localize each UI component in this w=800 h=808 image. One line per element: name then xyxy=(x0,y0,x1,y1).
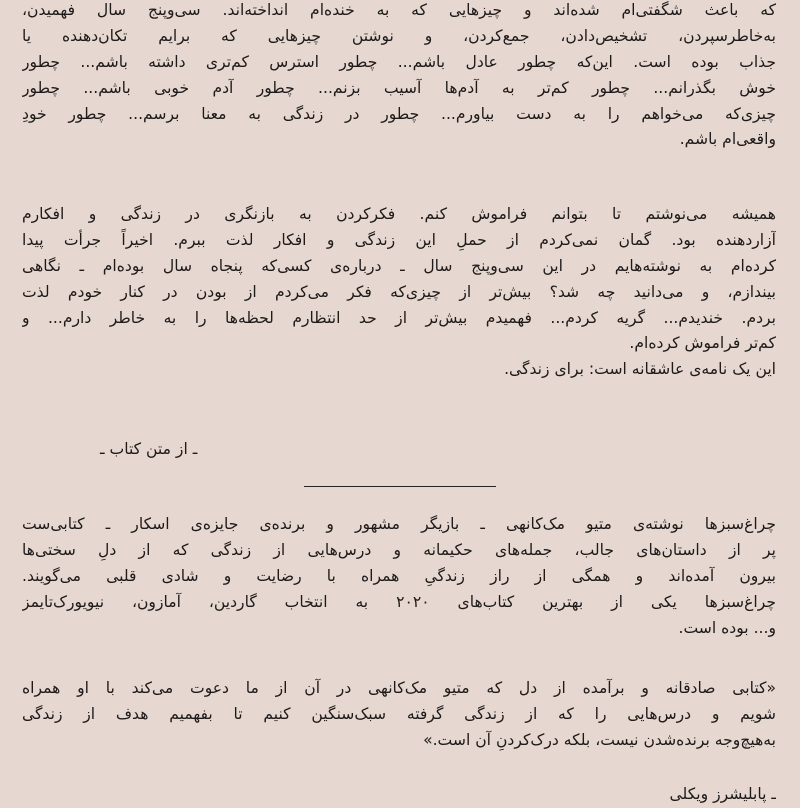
text-line: خوش بگذرانم... چطور کم‌تر به آدم‌ها آسیب بزنم... چطور آدم خوبی باشم... چطور xyxy=(22,78,776,97)
review-source xyxy=(22,782,776,808)
text-line: «کتابی صادقانه و برآمده از دل که متیو مک‌کانهی در آن از ما دعوت می‌کند با او همراه xyxy=(22,679,776,697)
text-line: جذاب بوده است. این‌که چطور عادل باشم... چطور استرس کم‌تری داشته باشم... چطور xyxy=(22,52,776,71)
text-line: بیندازم، و می‌دانید چه شد؟ بیش‌تر از چیزی‌که فکر می‌کردم از بودن در کنار خودم لذت xyxy=(22,282,776,301)
text-line: بردم. خندیدم... گریه کردم... فهمیدم بیش‌تر از حد انتظارم لحظه‌ها را به خاطر دارم... و xyxy=(22,308,776,327)
text-line: پر از داستان‌های جالب، جمله‌های حکیمانه و درس‌هایی از زندگی که از دلِ سختی‌ها xyxy=(22,540,776,559)
text-line: که باعث شگفتی‌ام شده‌اند و چیزهایی که به خنده‌ام انداخته‌اند. سی‌وپنج سال فهمیدن، xyxy=(22,1,776,19)
text-line: به‌خاطرسپردن، تشخیص‌دادن، جمع‌کردن، و نوشتن چیزهایی که برایم تکان‌دهنده یا xyxy=(22,26,776,45)
text-line: بیرون آمده‌اند و همگی از راز زندگیِ همراه با رضایت و شادی قلبی می‌گویند. xyxy=(22,566,776,585)
text-line: همیشه می‌نوشتم تا بتوانم فراموش کنم. فکرکردن به بازنگری در زندگی و افکارم xyxy=(22,205,776,223)
text-line: چراغ‌سبزها یکی از بهترین کتاب‌های ۲۰۲۰ به انتخاب گاردین، آمازون، نیویورک‌تایمز xyxy=(22,592,776,611)
text-line: چراغ‌سبزها نوشته‌ی متیو مک‌کانهی ـ بازیگر مشهور و برنده‌ی جایزه‌ی اسکار ـ کتابی‌ست xyxy=(22,515,776,533)
text-line: آزاردهنده بود. گمان نمی‌کردم از حملِ این زندگی و افکار لذت ببرم. اخیراً جرأت پیدا xyxy=(22,230,776,249)
text-line: شویم و درس‌هایی را که از زندگی گرفته سبک‌سنگین کنیم تا بفهمیم هدف از زندگی xyxy=(22,704,776,723)
text-line: ـ پابلیشرز ویکلی xyxy=(669,785,776,803)
text-line: چیزی‌که می‌خواهم را به دست بیاورم... چطور در زندگی به معنا برسم... چطور خودِ xyxy=(22,104,776,123)
text-line: و... بوده است. xyxy=(678,618,776,637)
description-paragraph-1 xyxy=(22,512,776,641)
excerpt-paragraph-2 xyxy=(22,202,776,383)
excerpt-paragraph-1 xyxy=(22,0,776,153)
text-line: واقعی‌ام باشم. xyxy=(679,130,776,149)
excerpt-source: ـ از متن کتاب ـ xyxy=(100,440,198,458)
text-line: این یک نامه‌ی عاشقانه است: برای زندگی. xyxy=(504,360,776,379)
text-line: به‌هیچ‌وجه برنده‌شدن نیست، بلکه درک‌کردنِ آن است.» xyxy=(423,730,776,749)
section-divider xyxy=(304,486,496,487)
text-line: کرده‌ام به نوشته‌هایم در این سی‌وپنج سال ـ درباره‌ی کسی‌که پنجاه سال بوده‌ام ـ نگاهی xyxy=(22,256,776,275)
review-quote xyxy=(22,676,776,754)
text-line: کم‌تر فراموش کرده‌ام. xyxy=(629,334,776,353)
